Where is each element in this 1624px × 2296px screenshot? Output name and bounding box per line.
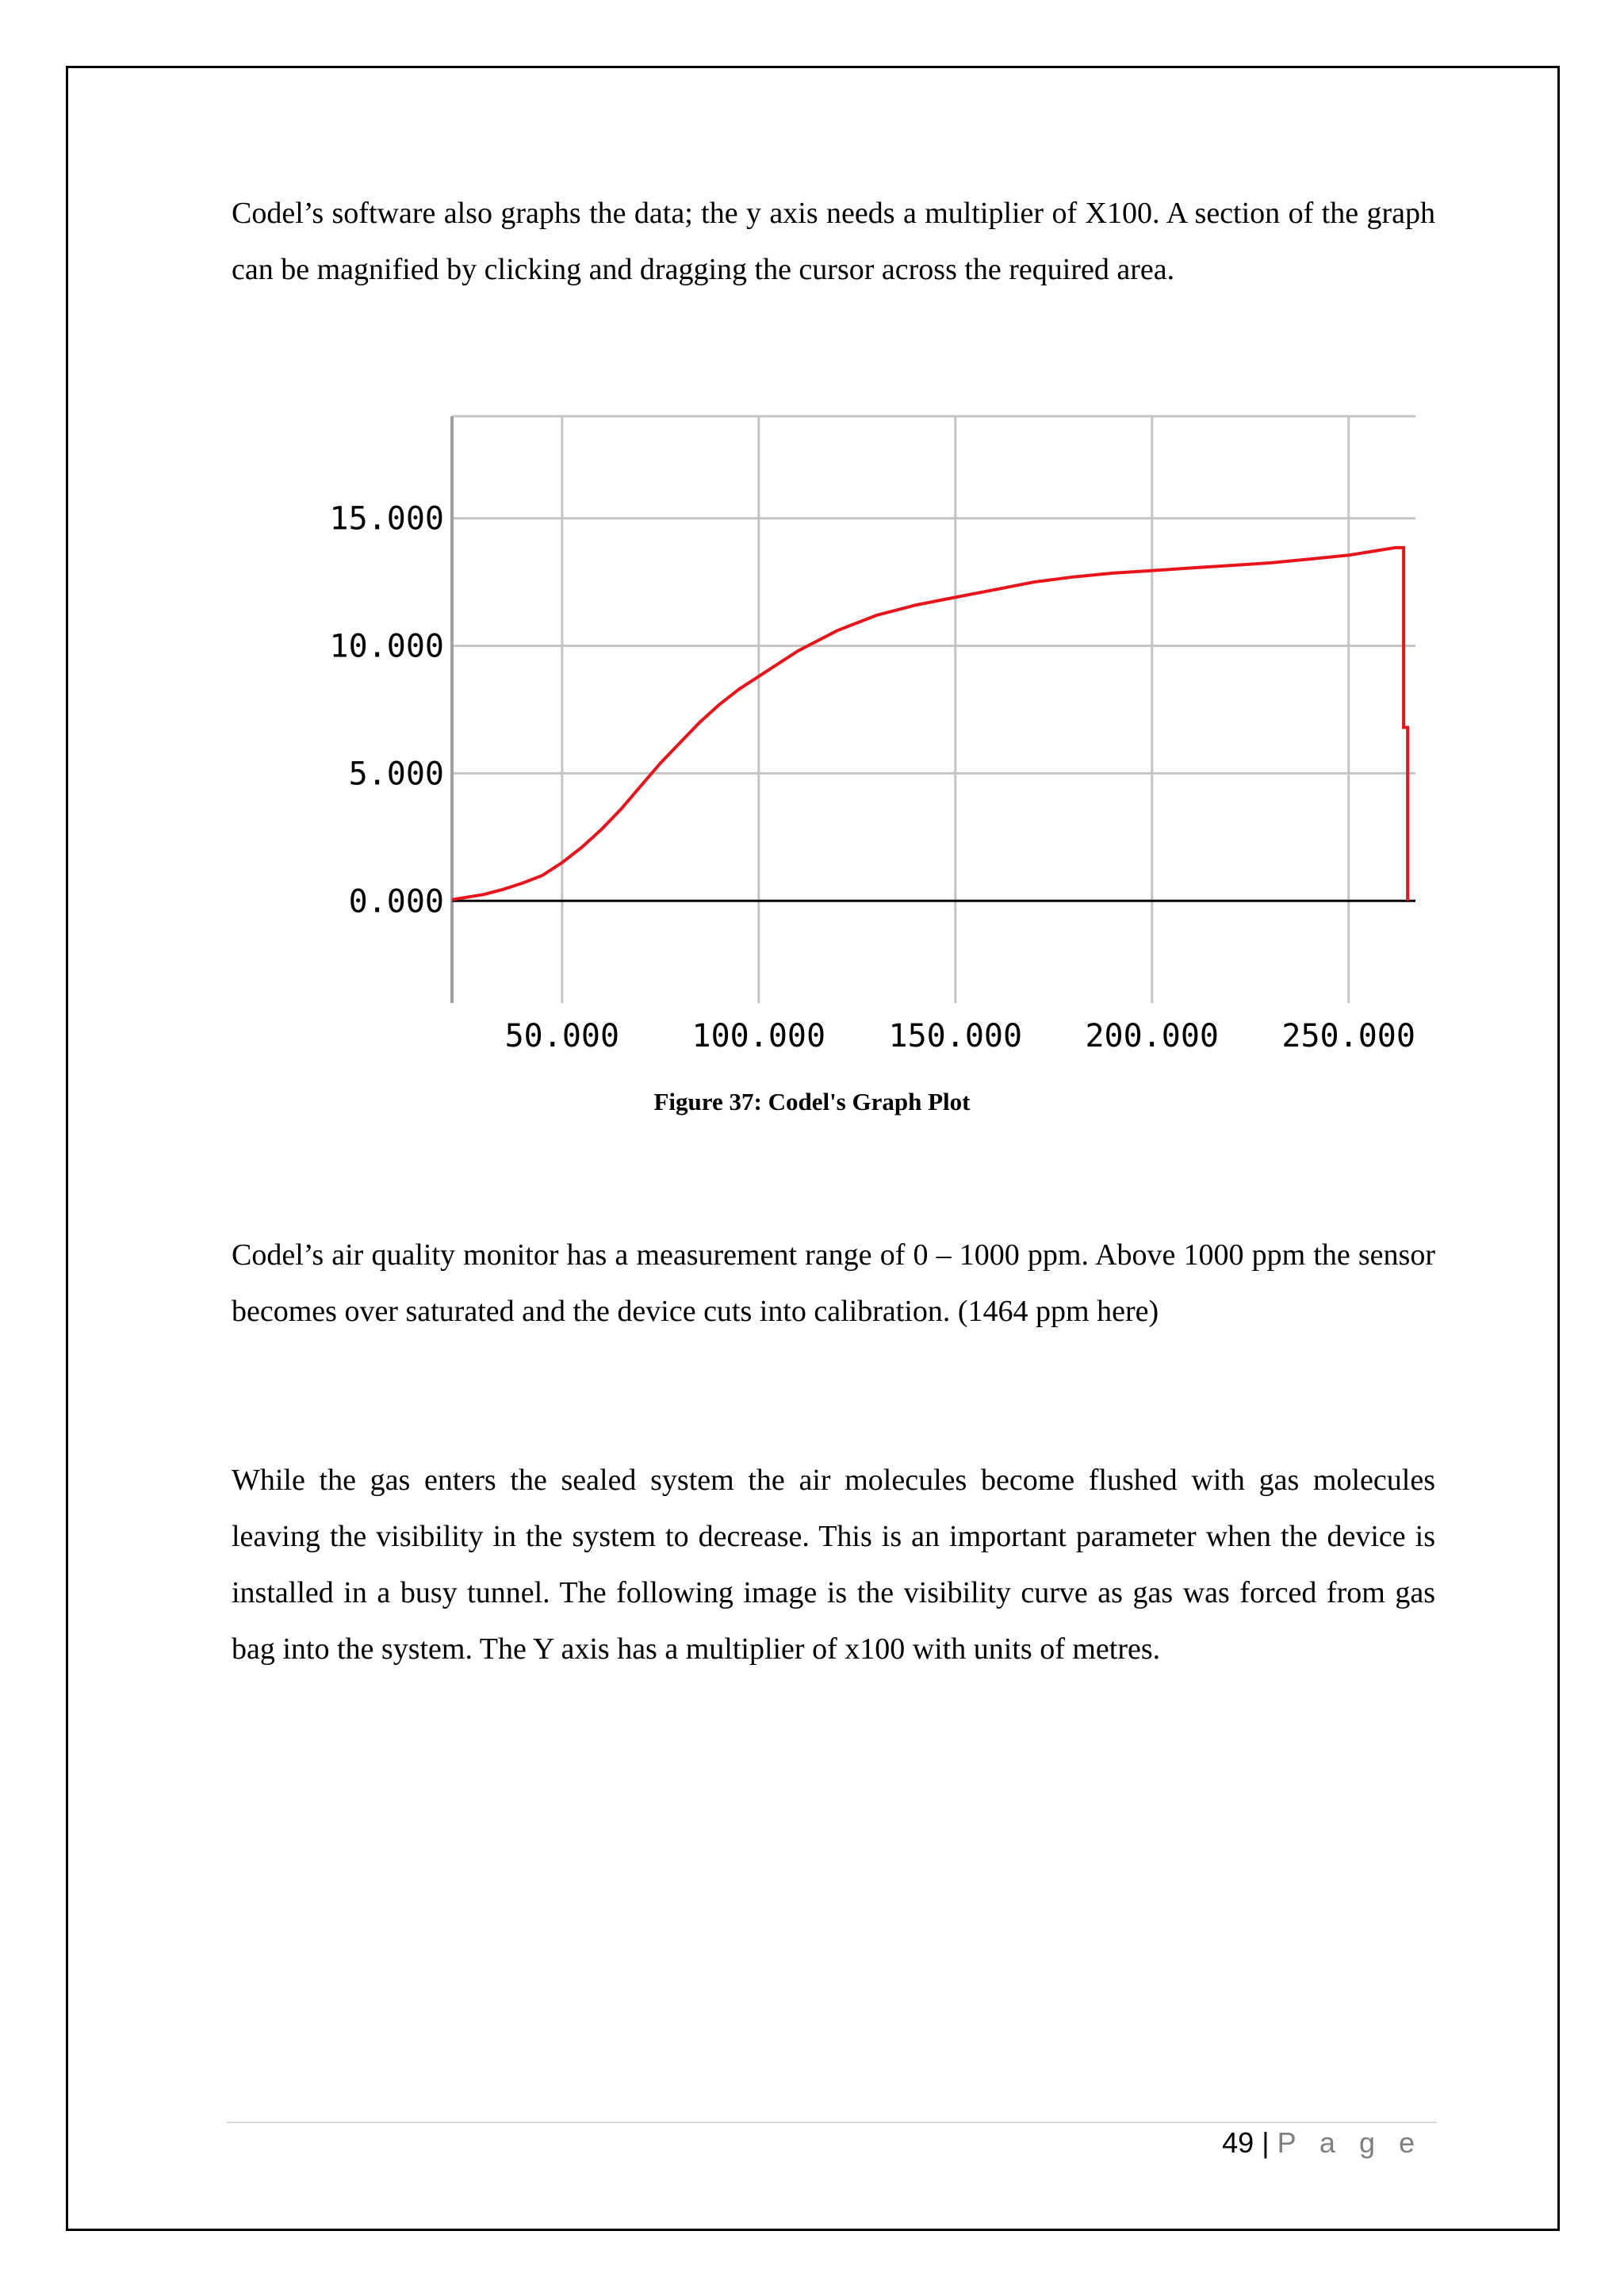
y-tick-label: 0.000	[348, 883, 444, 920]
footer-separator: |	[1262, 2126, 1270, 2159]
chart-container	[301, 408, 1427, 1058]
figure-caption: Figure 37: Codel's Graph Plot	[653, 1088, 971, 1115]
paragraph-measurement-range: Codel’s air quality monitor has a measurement range of 0 – 1000 ppm. Above 1000 ppm the sensor becomes over saturated and the device cuts into calibration. (1464 ppm here)	[232, 1238, 1435, 1328]
page-footer	[1222, 2126, 1423, 2160]
paragraph-visibility: While the gas enters the sealed system the air molecules become flushed with gas molecules leaving the visibility in the system to decrease. This is an important parameter when the device is installed in a busy tunnel. The following image is the visibility curve as gas was forced from gas bag into the system. The Y axis has a multiplier of x100 with units of metres.	[232, 1464, 1435, 1666]
line-chart	[301, 408, 1427, 1058]
x-tick-label: 200.000	[1085, 1018, 1220, 1054]
y-tick-label: 15.000	[329, 500, 444, 538]
y-tick-label: 10.000	[329, 628, 444, 665]
x-tick-label: 100.000	[691, 1018, 826, 1054]
page-border	[66, 66, 1560, 2231]
y-tick-label: 5.000	[348, 756, 444, 793]
x-tick-label: 250.000	[1281, 1018, 1415, 1054]
series-line	[452, 548, 1408, 901]
page-number: 49	[1222, 2126, 1254, 2159]
paragraph-graph-intro: Codel’s software also graphs the data; the y axis needs a multiplier of X100. A section of the graph can be magnified by clicking and dragging the cursor across the required area.	[232, 197, 1435, 286]
x-tick-label: 50.000	[504, 1018, 620, 1054]
footer-rule	[227, 2122, 1437, 2123]
x-tick-label: 150.000	[888, 1018, 1023, 1054]
page-label: P a g e	[1277, 2126, 1423, 2159]
